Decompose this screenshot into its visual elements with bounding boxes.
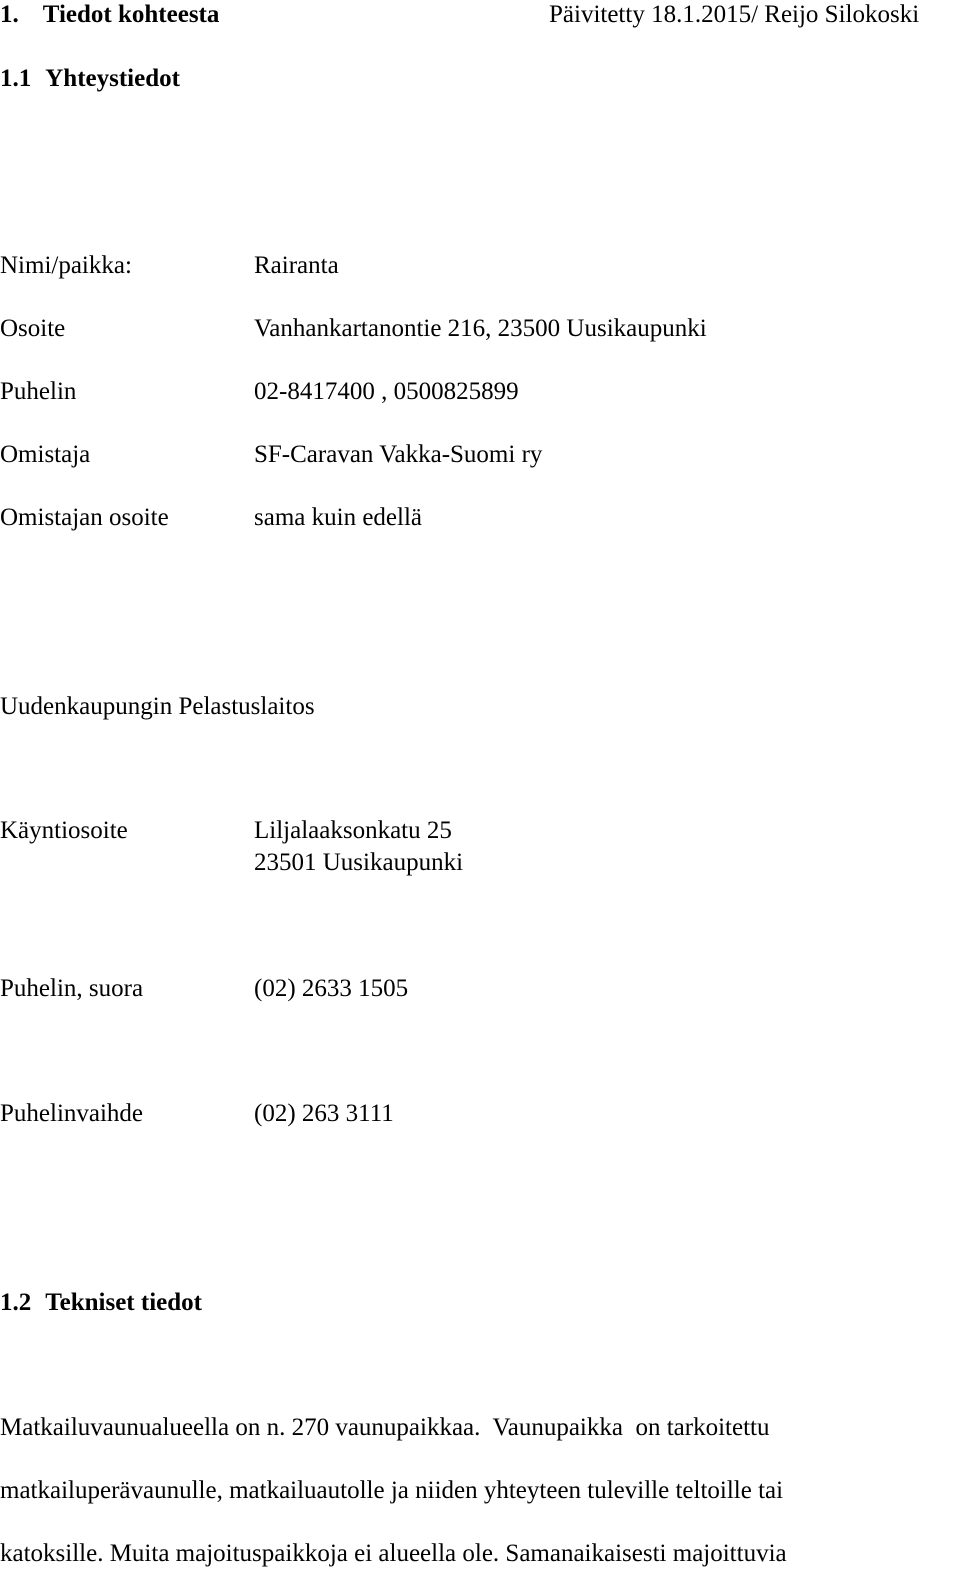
technical-paragraph-line-2: matkailuperävaunulle, matkailuautolle ja niiden yhteyteen tuleville teltoille tai [0, 1477, 784, 1504]
contact-label-owner-address: Omistajan osoite [0, 504, 169, 531]
updated-note: Päivitetty 18.1.2015/ Reijo Silokoski [549, 1, 920, 28]
contact-label-address: Osoite [0, 315, 66, 342]
rescue-switchboard-value: (02) 263 3111 [254, 1100, 394, 1127]
technical-paragraph-line-3: katoksille. Muita majoituspaikkoja ei alueella ole. Samanaikaisesti majoittuvia [0, 1540, 787, 1567]
contact-value-phone: 02-8417400 , 0500825899 [254, 378, 519, 405]
rescue-address-line2: 23501 Uusikaupunki [254, 849, 464, 876]
contact-label-phone: Puhelin [0, 378, 77, 405]
contact-value-owner-address: sama kuin edellä [254, 504, 422, 531]
rescue-address-label: Käyntiosoite [0, 817, 128, 844]
contact-heading [0, 66, 180, 91]
contact-value-address: Vanhankartanontie 216, 23500 Uusikaupunki [254, 315, 707, 342]
contact-heading-number: 1.1 [0, 65, 32, 92]
technical-heading-title: Tekniset tiedot [45, 1289, 202, 1316]
technical-paragraph-line-1: Matkailuvaunualueella on n. 270 vaunupaikkaa. Vaunupaikka on tarkoitettu [0, 1414, 770, 1441]
section-title: Tiedot kohteesta [42, 1, 220, 28]
contact-value-name: Rairanta [254, 252, 339, 279]
contact-value-owner: SF-Caravan Vakka-Suomi ry [254, 441, 543, 468]
rescue-heading: Uudenkaupungin Pelastuslaitos [0, 693, 315, 720]
technical-heading-number: 1.2 [0, 1289, 32, 1316]
section-number: 1. [0, 1, 19, 28]
rescue-switchboard-label: Puhelinvaihde [0, 1100, 144, 1127]
rescue-address-line1: Liljalaaksonkatu 25 [254, 817, 452, 844]
contact-label-owner: Omistaja [0, 441, 91, 468]
rescue-direct-phone-label: Puhelin, suora [0, 975, 144, 1002]
rescue-direct-phone-value: (02) 2633 1505 [254, 975, 409, 1002]
contact-heading-title: Yhteystiedot [45, 65, 180, 92]
technical-heading [0, 1290, 202, 1315]
contact-label-name: Nimi/paikka: [0, 252, 132, 279]
section-heading [0, 2, 219, 27]
